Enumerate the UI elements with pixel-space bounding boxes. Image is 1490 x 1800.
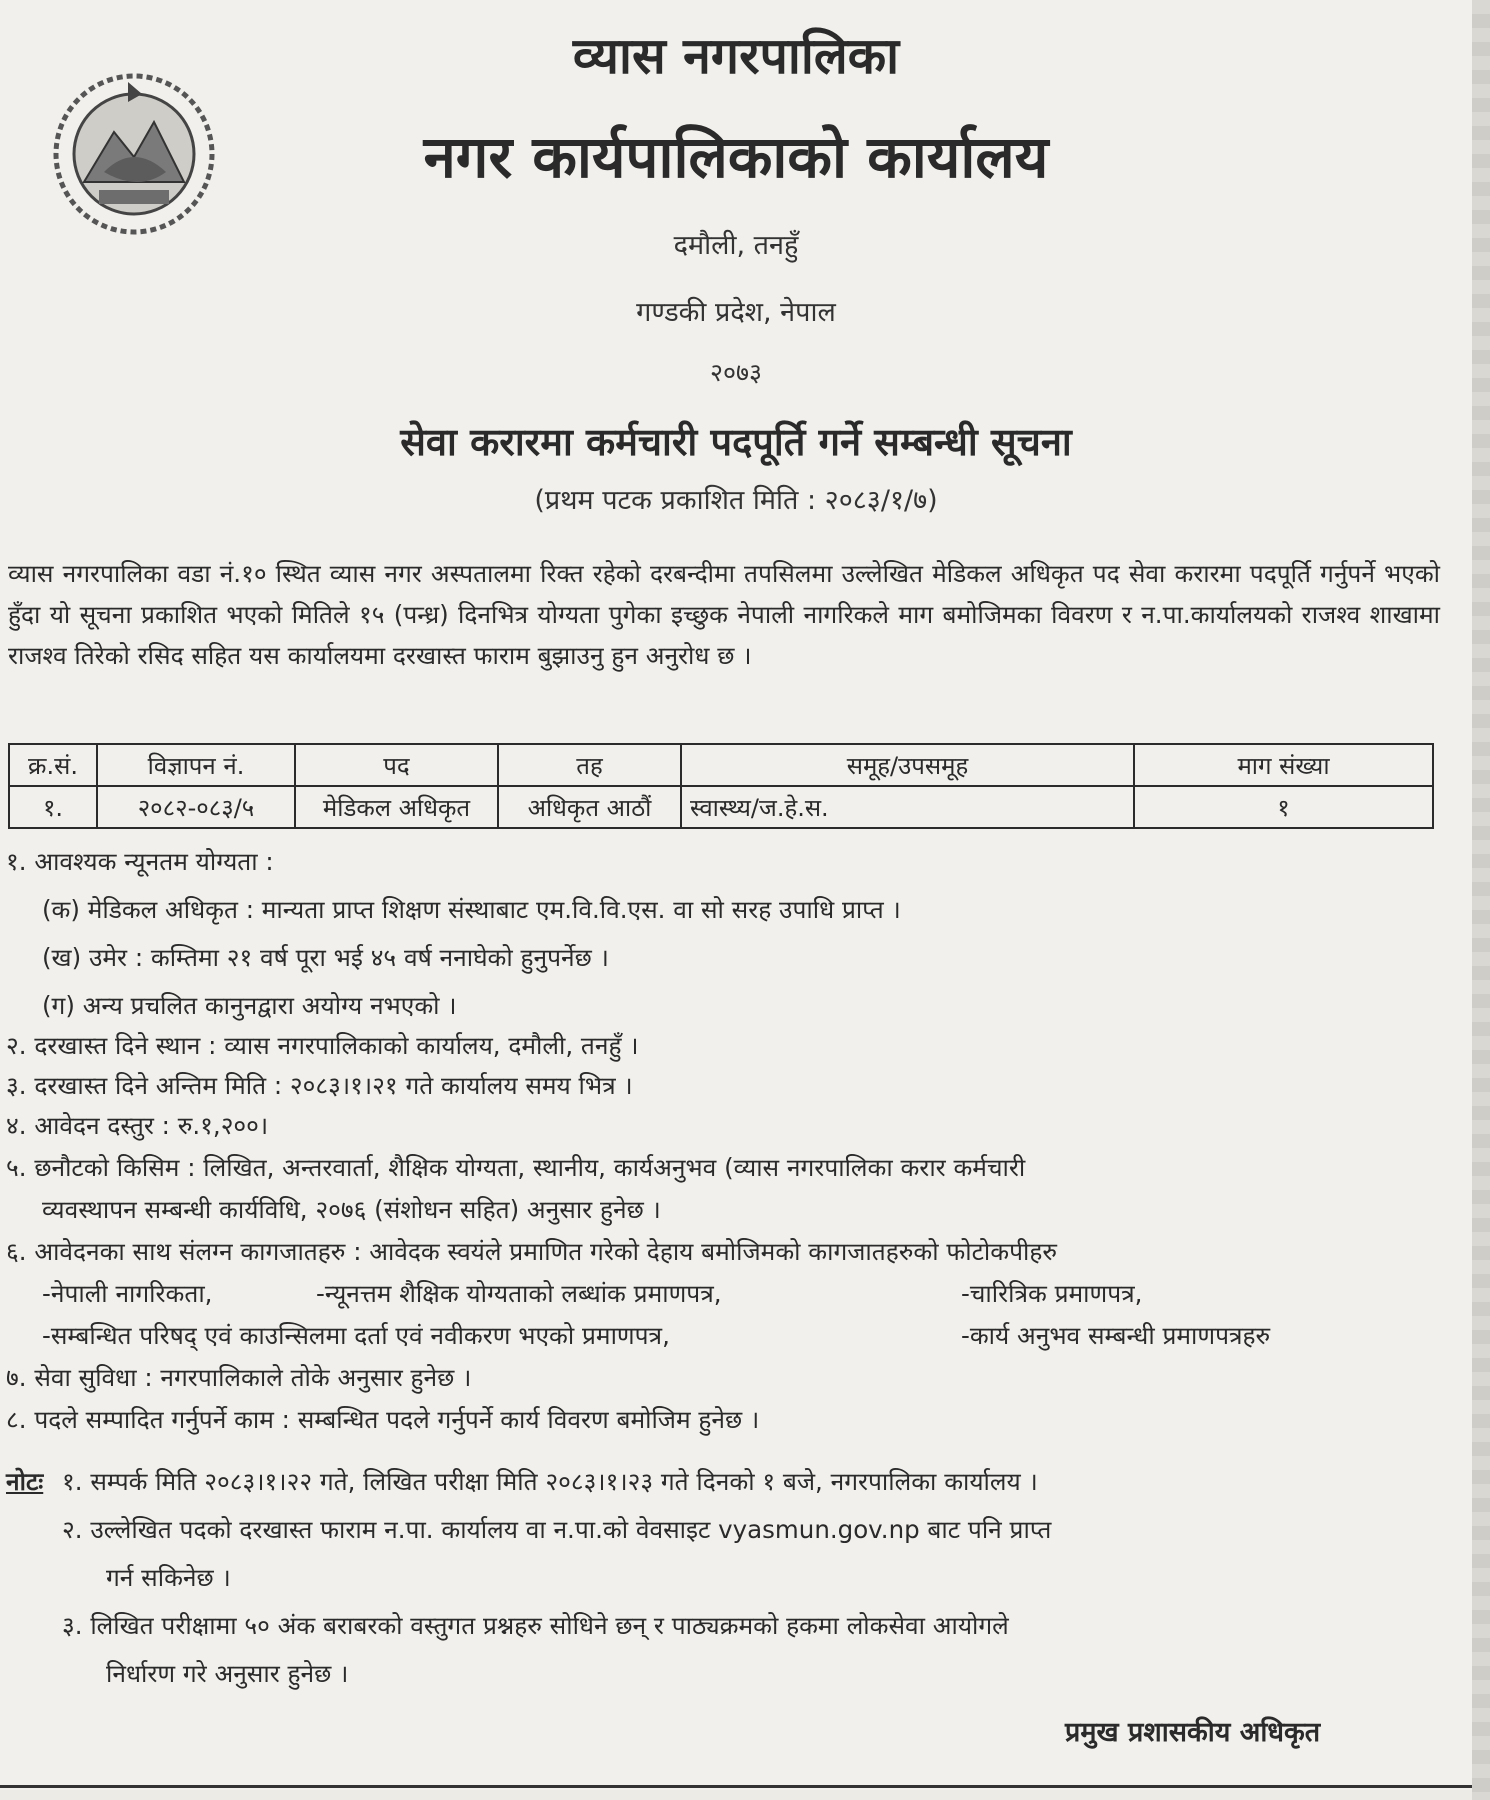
col-group: समूह/उपसमूह (681, 744, 1134, 786)
notes-label-text: नोटः (6, 1467, 44, 1496)
col-advert-no: विज्ञापन नं. (97, 744, 295, 786)
cell-demand: १ (1134, 786, 1433, 828)
note-1: १. सम्पर्क मिति २०८३।१।२२ गते, लिखित परीक्षा मिति २०८३।१।२३ गते दिनको १ बजे, नगरपालिका कार्यालय । (62, 1467, 1038, 1496)
item-selection: ५. छनौटको किसिम : लिखित, अन्तरवार्ता, शैक्षिक योग्यता, स्थानीय, कार्यअनुभव (व्यास नगरपालिका करार कर्मचारी (6, 1153, 1026, 1182)
item-qualification-a: (क) मेडिकल अधिकृत : मान्यता प्राप्त शिक्षण संस्थाबाट एम.वि.वि.एस. वा सो सरह उपाधि प्राप्त । (42, 895, 901, 924)
address-line-1: दमौली, तनहुँ (673, 230, 799, 261)
note-3: ३. लिखित परीक्षामा ५० अंक बराबरको वस्तुगत प्रश्नहरु सोधिने छन् र पाठ्यक्रमको हकमा लोकसेवा आयोगले (62, 1611, 1009, 1640)
cell-serial: १. (9, 786, 97, 828)
item-qualification-c: (ग) अन्य प्रचलित कानुनद्वारा अयोग्य नभएको । (42, 991, 457, 1020)
item-duties: ८. पदले सम्पादित गर्नुपर्ने काम : सम्बन्धित पदले गर्नुपर्ने कार्य विवरण बमोजिम हुनेछ । (6, 1405, 760, 1434)
established-year: २०७३ (709, 358, 762, 387)
notes-label (6, 1465, 43, 1498)
office-name: व्यास नगरपालिका (572, 27, 900, 85)
doc-council: -सम्बन्धित परिषद् एवं काउन्सिलमा दर्ता एवं नवीकरण भएको प्रमाणपत्र, (42, 1321, 670, 1350)
page-edge (1472, 0, 1490, 1800)
col-post: पद (295, 744, 498, 786)
table-row (9, 786, 1433, 828)
note-2: २. उल्लेखित पदको दरखास्त फाराम न.पा. कार्यालय वा न.पा.को वेवसाइट vyasmun.gov.np बाट पनि प्राप्त (62, 1515, 1052, 1544)
note-2-cont: गर्न सकिनेछ । (106, 1563, 231, 1592)
table-header-row (9, 744, 1433, 786)
doc-experience: -कार्य अनुभव सम्बन्धी प्रमाणपत्रहरु (961, 1321, 1271, 1350)
col-serial: क्र.सं. (9, 744, 97, 786)
item-fee: ४. आवेदन दस्तुर : रु.१,२००। (6, 1111, 269, 1140)
item-facility: ७. सेवा सुविधा : नगरपालिकाले तोके अनुसार हुनेछ । (6, 1363, 472, 1392)
item-selection-cont: व्यवस्थापन सम्बन्धी कार्यविधि, २०७६ (संशोधन सहित) अनुसार हुनेछ । (42, 1195, 661, 1224)
note-3-cont: निर्धारण गरे अनुसार हुनेछ । (106, 1659, 349, 1688)
item-documents: ६. आवेदनका साथ संलग्न कागजातहरु : आवेदक स्वयंले प्रमाणित गरेको देहाय बमोजिमको कागजातहरुको फोटोकपीहरु (6, 1237, 1057, 1266)
item-qualification-b: (ख) उमेर : कम्तिमा २१ वर्ष पूरा भई ४५ वर्ष ननाघेको हुनुपर्नेछ । (42, 943, 609, 972)
cell-post: मेडिकल अधिकृत (295, 786, 498, 828)
notice-title: सेवा करारमा कर्मचारी पदपूर्ति गर्ने सम्बन्धी सूचना (400, 420, 1072, 464)
item-qualification: १. आवश्यक न्यूनतम योग्यता : (6, 847, 274, 876)
publish-date: (प्रथम पटक प्रकाशित मिति : २०८३/१/७) (534, 485, 938, 516)
col-level: तह (498, 744, 681, 786)
doc-character: -चारित्रिक प्रमाणपत्र, (961, 1279, 1143, 1308)
col-demand: माग संख्या (1134, 744, 1433, 786)
cell-group: स्वास्थ्य/ज.हे.स. (681, 786, 1134, 828)
signature-title: प्रमुख प्रशासकीय अधिकृत (1065, 1717, 1321, 1748)
item-place: २. दरखास्त दिने स्थान : व्यास नगरपालिकाको कार्यालय, दमौली, तनहुँ । (6, 1031, 639, 1060)
vacancy-table (8, 743, 1434, 829)
bottom-rule (0, 1785, 1472, 1788)
intro-paragraph: व्यास नगरपालिका वडा नं.१० स्थित व्यास नगर अस्पतालमा रिक्त रहेको दरबन्दीमा तपसिलमा उल्लेखित मेडिकल अधिकृत पद सेवा करारमा पदपूर्ति गर्नुपर्ने भएको हुँदा यो सूचना प्रकाशित भएको मितिले १५ (पन्ध्र) दिनभित्र योग्यता पुगेका इच्छुक नेपाली नागरिकले माग बमोजिमका विवरण र न.पा.कार्यालयको राजश्व शाखामा राजश्व तिरेको रसिद सहित यस कार्यालयमा दरखास्त फाराम बुझाउनु हुन अनुरोध छ । (8, 559, 1440, 670)
department-name: नगर कार्यपालिकाको कार्यालय (423, 123, 1049, 191)
doc-marksheet: -न्यूनत्तम शैक्षिक योग्यताको लब्धांक प्रमाणपत्र, (316, 1279, 722, 1308)
doc-citizenship: -नेपाली नागरिकता, (42, 1279, 213, 1308)
cell-level: अधिकृत आठौं (498, 786, 681, 828)
address-line-2: गण्डकी प्रदेश, नेपाल (636, 297, 836, 328)
item-deadline: ३. दरखास्त दिने अन्तिम मिति : २०८३।१।२१ गते कार्यालय समय भित्र । (6, 1071, 633, 1100)
cell-advert-no: २०८२-०८३/५ (97, 786, 295, 828)
